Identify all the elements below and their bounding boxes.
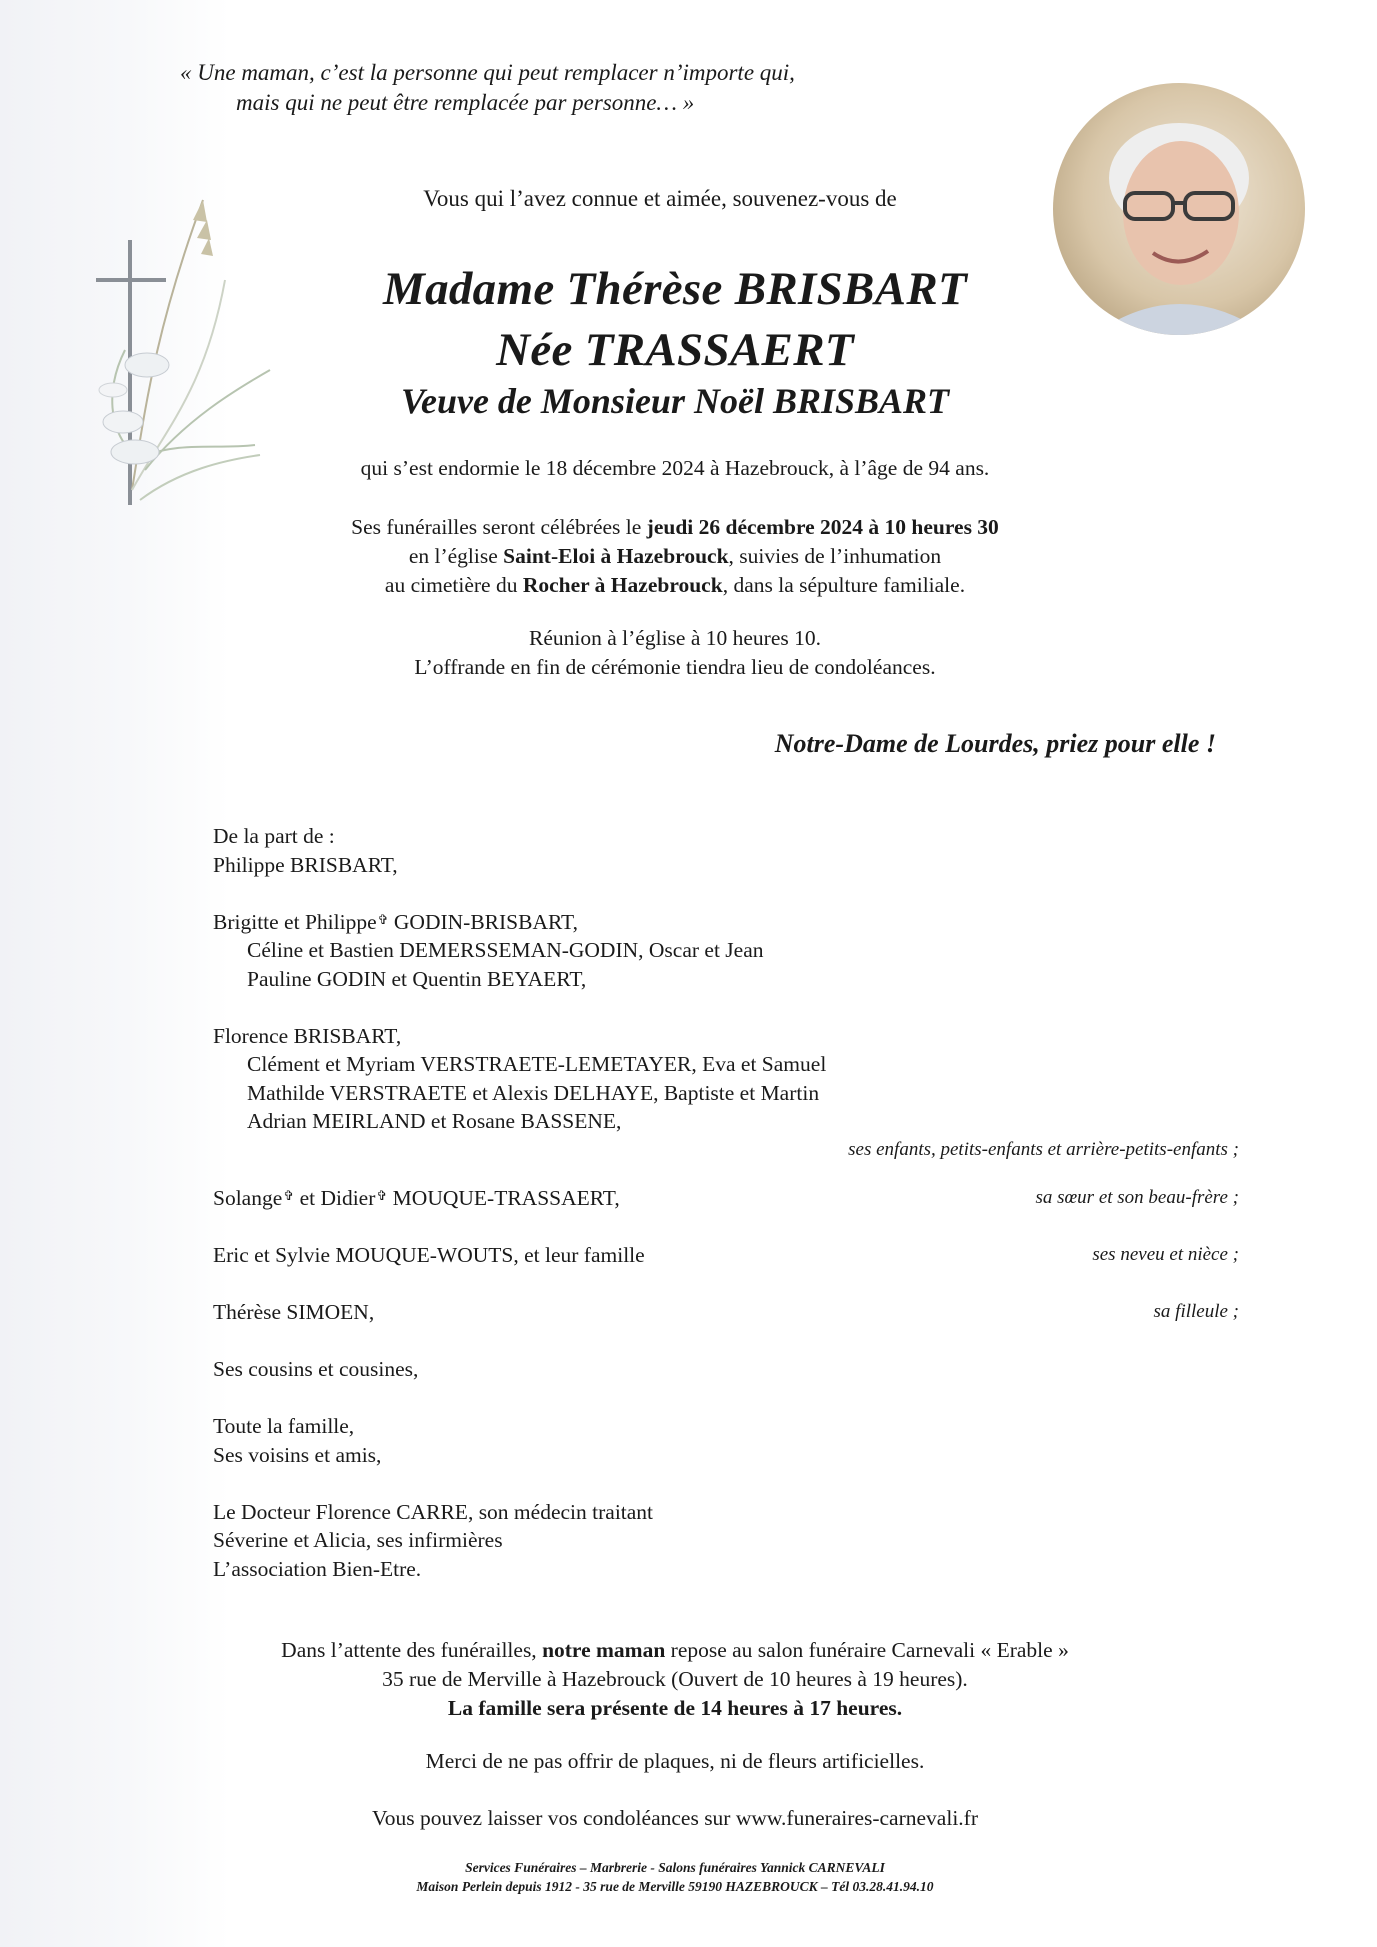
- family-member: [213, 1184, 1253, 1213]
- family-member: L’association Bien-Etre.: [213, 1556, 422, 1581]
- death-notice: qui s’est endormie le 18 décembre 2024 à Hazebrouck, à l’âge de 94 ans.: [360, 456, 990, 480]
- salon-line-3: La famille sera présente de 14 heures à 17 heures.: [447, 1696, 903, 1720]
- family-member-text: Brigitte et Philippe: [213, 909, 377, 934]
- family-member-text: GODIN-BRISBART,: [388, 909, 578, 934]
- family-member: Philippe BRISBART,: [213, 852, 398, 877]
- deceased-name: Madame Thérèse BRISBART: [382, 263, 967, 315]
- funeral-home-details: [240, 1636, 1110, 1723]
- family-member: Séverine et Alicia, ses infirmières: [213, 1528, 503, 1552]
- family-member-text: MOUQUE-TRASSAERT,: [387, 1186, 620, 1210]
- no-plaques-note: Merci de ne pas offrir de plaques, ni de fleurs artificielles.: [425, 1749, 925, 1773]
- family-member: Céline et Bastien DEMERSSEMAN-GODIN, Oscar et Jean: [247, 938, 764, 962]
- footer-line-2: Maison Perlein depuis 1912 - 35 rue de Merville 59190 HAZEBROUCK – Tél 03.28.41.94.10: [416, 1879, 934, 1894]
- reunion-line-1: Réunion à l’église à 10 heures 10.: [529, 626, 821, 650]
- funeral-details: [240, 513, 1110, 600]
- relation-children: ses enfants, petits-enfants et arrière-petits-enfants ;: [848, 1138, 1239, 1160]
- relation-goddaughter: sa filleule ;: [1153, 1301, 1239, 1322]
- funeral-l3-text: au cimetière du: [384, 573, 523, 597]
- family-member: Mathilde VERSTRAETE et Alexis DELHAYE, Baptiste et Martin: [247, 1080, 820, 1105]
- salon-l1-text: Dans l’attente des funérailles,: [281, 1638, 543, 1662]
- salon-l1-bold: notre maman: [542, 1638, 666, 1662]
- quote-line-2: mais qui ne peut être remplacée par personne… »: [236, 90, 695, 115]
- reunion-details: [240, 624, 1110, 682]
- family-member: [213, 1241, 1253, 1270]
- birth-name: Née TRASSAERT: [496, 324, 854, 376]
- salon-l1-suffix: repose au salon funéraire Carnevali « Erable »: [665, 1638, 1069, 1662]
- relation-nephew: ses neveu et nièce ;: [1092, 1244, 1239, 1265]
- relation-sister: sa sœur et son beau-frère ;: [1035, 1187, 1239, 1208]
- salon-line-1: [240, 1636, 1110, 1665]
- widow-of: Veuve de Monsieur Noël BRISBART: [400, 381, 950, 421]
- quote-line-1: « Une maman, c’est la personne qui peut remplacer n’importe qui,: [180, 60, 795, 85]
- family-member: Ses voisins et amis,: [213, 1442, 382, 1467]
- deceased-cross-icon: ✞: [377, 911, 389, 927]
- family-member-text: et Didier: [294, 1186, 376, 1210]
- funeral-line-1: [240, 513, 1110, 542]
- funeral-l2-text: en l’église: [408, 544, 504, 568]
- funeral-l1-text: Ses funérailles seront célébrées le: [351, 515, 647, 539]
- family-intro: De la part de :: [213, 824, 335, 848]
- funeral-church: Saint-Eloi à Hazebrouck: [503, 544, 729, 568]
- footer-line-1: Services Funéraires – Marbrerie - Salons funéraires Yannick CARNEVALI: [465, 1860, 885, 1875]
- family-member: Pauline GODIN et Quentin BEYAERT,: [247, 966, 587, 991]
- deceased-cross-icon: ✞: [376, 1188, 388, 1203]
- family-member: [213, 1298, 1253, 1327]
- family-member-text: Thérèse SIMOEN,: [213, 1300, 375, 1324]
- funeral-date: jeudi 26 décembre 2024 à 10 heures 30: [646, 515, 999, 539]
- funeral-line-3: [240, 571, 1110, 600]
- deceased-cross-icon: ✞: [283, 1188, 295, 1203]
- intro-text: Vous qui l’avez connue et aimée, souvenez-vous de: [423, 186, 897, 211]
- family-member: Toute la famille,: [213, 1414, 355, 1438]
- relation-row: [213, 1136, 1253, 1165]
- funeral-l3-suffix: , dans la sépulture familiale.: [722, 573, 966, 597]
- footer: [240, 1858, 1110, 1896]
- condolences-note: Vous pouvez laisser vos condoléances sur www.funeraires-carnevali.fr: [372, 1806, 978, 1830]
- family-member: Clément et Myriam VERSTRAETE-LEMETAYER, Eva et Samuel: [247, 1052, 827, 1076]
- family-member: Florence BRISBART,: [213, 1023, 402, 1048]
- family-member: Adrian MEIRLAND et Rosane BASSENE,: [247, 1109, 622, 1133]
- family-member-text: Solange: [213, 1186, 283, 1210]
- funeral-cemetery: Rocher à Hazebrouck: [522, 573, 723, 597]
- memorial-quote: [180, 58, 900, 118]
- funeral-l2-suffix: , suivies de l’inhumation: [728, 544, 942, 568]
- family-member: [213, 908, 1253, 937]
- prayer: Notre-Dame de Lourdes, priez pour elle !: [774, 729, 1216, 758]
- funeral-line-2: [240, 542, 1110, 571]
- reunion-line-2: L’offrande en fin de cérémonie tiendra lieu de condoléances.: [414, 655, 936, 679]
- salon-line-2: 35 rue de Merville à Hazebrouck (Ouvert de 10 heures à 19 heures).: [382, 1667, 968, 1691]
- family-member: Le Docteur Florence CARRE, son médecin traitant: [213, 1499, 654, 1524]
- family-member: Ses cousins et cousines,: [213, 1357, 419, 1381]
- family-member-text: Eric et Sylvie MOUQUE-WOUTS, et leur famille: [213, 1243, 645, 1267]
- family-list: [213, 822, 1253, 1583]
